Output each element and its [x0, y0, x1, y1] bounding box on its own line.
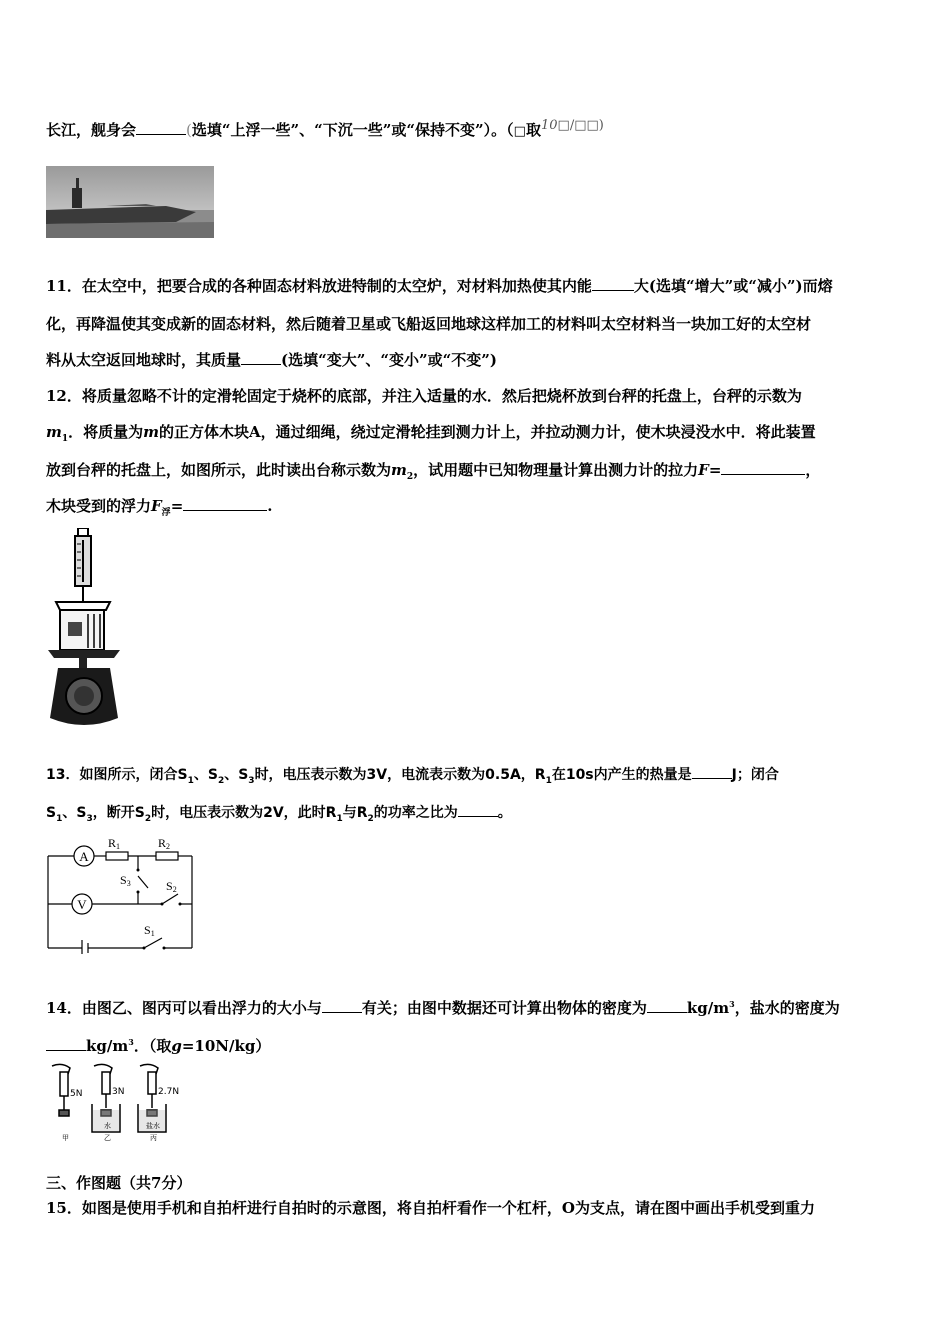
scale-apparatus-figure: [44, 528, 124, 732]
q10-g-prefix: □: [513, 124, 526, 139]
var-g: g: [171, 1037, 182, 1055]
buoyancy-figure: [44, 1060, 184, 1142]
q12-line1: [46, 386, 802, 406]
answer-blank[interactable]: [647, 998, 687, 1013]
reading-1: 5N: [70, 1089, 83, 1099]
q14-line1: 14．由图乙、图丙可以看出浮力的大小与 有关；由图中数据还可计算出物体的密度为 $kg/m^3$，盐水的密度为: [46, 999, 840, 1017]
var-m1: m: [46, 423, 62, 441]
reading-3: 2.7N: [158, 1087, 180, 1097]
q14-line2: $kg/m^3$．（取g=10N/kg）: [46, 1032, 270, 1056]
answer-blank[interactable]: [592, 276, 634, 291]
q12-line4: 木块受到的浮力$F_浮=$ .: [46, 497, 273, 518]
answer-blank[interactable]: [46, 1036, 86, 1051]
voltmeter-label: V: [77, 897, 87, 912]
s1-label: S1: [144, 923, 155, 938]
q11-text-3b: (选填“变大”、“变小”或“不变”): [281, 351, 497, 369]
s2-label: S2: [166, 879, 177, 894]
q11-line3: [46, 350, 497, 370]
water-label: 水: [104, 1122, 111, 1130]
q10-line: [46, 116, 604, 142]
section-heading: 三、作图题（共7分）: [46, 1174, 192, 1192]
q13-line1: 13．如图所示，闭合$S_1$、$S_2$、$S_3$时，电压表示数为3V，电流表示数为0.5A，$R_1$在10s内产生的热量是 J；闭合: [46, 764, 779, 791]
aircraft-carrier-photo: [46, 166, 214, 238]
circuit-diagram: [44, 832, 198, 954]
var-m: m: [143, 423, 160, 441]
var-m2: m: [391, 461, 407, 479]
label-yi: 乙: [104, 1134, 111, 1142]
q10-text: 长江，舰身会: [46, 121, 137, 139]
reading-2: 3N: [112, 1087, 125, 1097]
answer-blank[interactable]: [458, 802, 498, 817]
q12-text: 12．将质量忽略不计的定滑轮固定于烧杯的底部，并注入适量的水．然后把烧杯放到台秤的托盘上，台秤的示数为: [46, 387, 802, 405]
r1-label: R1: [108, 836, 121, 851]
bracket-glyph: (: [186, 121, 192, 139]
r2-label: R2: [158, 836, 171, 851]
q11-line2: [46, 314, 811, 334]
q12-line3: 放到台秤的托盘上，如图所示，此时读出台称示数为$m_2$，试用题中已知物理量计算出测力计的拉力F= ，: [46, 461, 821, 482]
answer-blank[interactable]: [241, 350, 281, 365]
q11-text-2: 化，再降温使其变成新的固态材料，然后随着卫星或飞船返回地球这样加工的材料叫太空材料当一块加工好的太空材: [46, 315, 812, 333]
q12-line2: $m_1$．将质量为m的正方体木块A，通过细绳，绕过定滑轮挂到测力计上，并拉动测力计，使木块浸没水中．将此装置: [46, 423, 816, 444]
q10-text-c: 取: [525, 121, 541, 139]
label-jia: 甲: [62, 1134, 69, 1142]
answer-blank[interactable]: [136, 120, 186, 135]
q11-text-b: 大(选填“增大”或“减小”)而熔: [633, 277, 833, 295]
var-F-buoy: F: [151, 497, 162, 515]
q10-g-value: 10: [540, 118, 558, 133]
q13-line2: $S_1$、$S_3$，断开$S_2$时，电压表示数为2V，此时$R_1$与$R_2$的功率之比为 。: [46, 802, 512, 829]
answer-blank[interactable]: [721, 460, 805, 475]
q11-text-3: 料从太空返回地球时，其质量: [46, 351, 242, 369]
answer-blank[interactable]: [183, 496, 267, 511]
salt-water-label: 盐水: [146, 1122, 160, 1130]
var-F: F: [698, 461, 709, 479]
label-bing: 丙: [150, 1134, 157, 1142]
q15-line1: 15．如图是使用手机和自拍杆进行自拍时的示意图，将自拍杆看作一个杠杆，O为支点，请在图中画出手机受到重力: [46, 1199, 815, 1217]
q10-text-b: 选填“上浮一些”、“下沉一些”或“保持不变”）。（: [191, 121, 514, 139]
answer-blank[interactable]: [692, 764, 732, 779]
s3-label: S3: [120, 873, 131, 888]
ammeter-label: A: [79, 849, 89, 864]
answer-blank[interactable]: [322, 998, 362, 1013]
q11-text: 11．在太空中，把要合成的各种固态材料放进特制的太空炉，对材料加热使其内能: [46, 277, 592, 295]
q10-unit: □/□□): [557, 118, 604, 133]
q11-line1: [46, 276, 833, 296]
